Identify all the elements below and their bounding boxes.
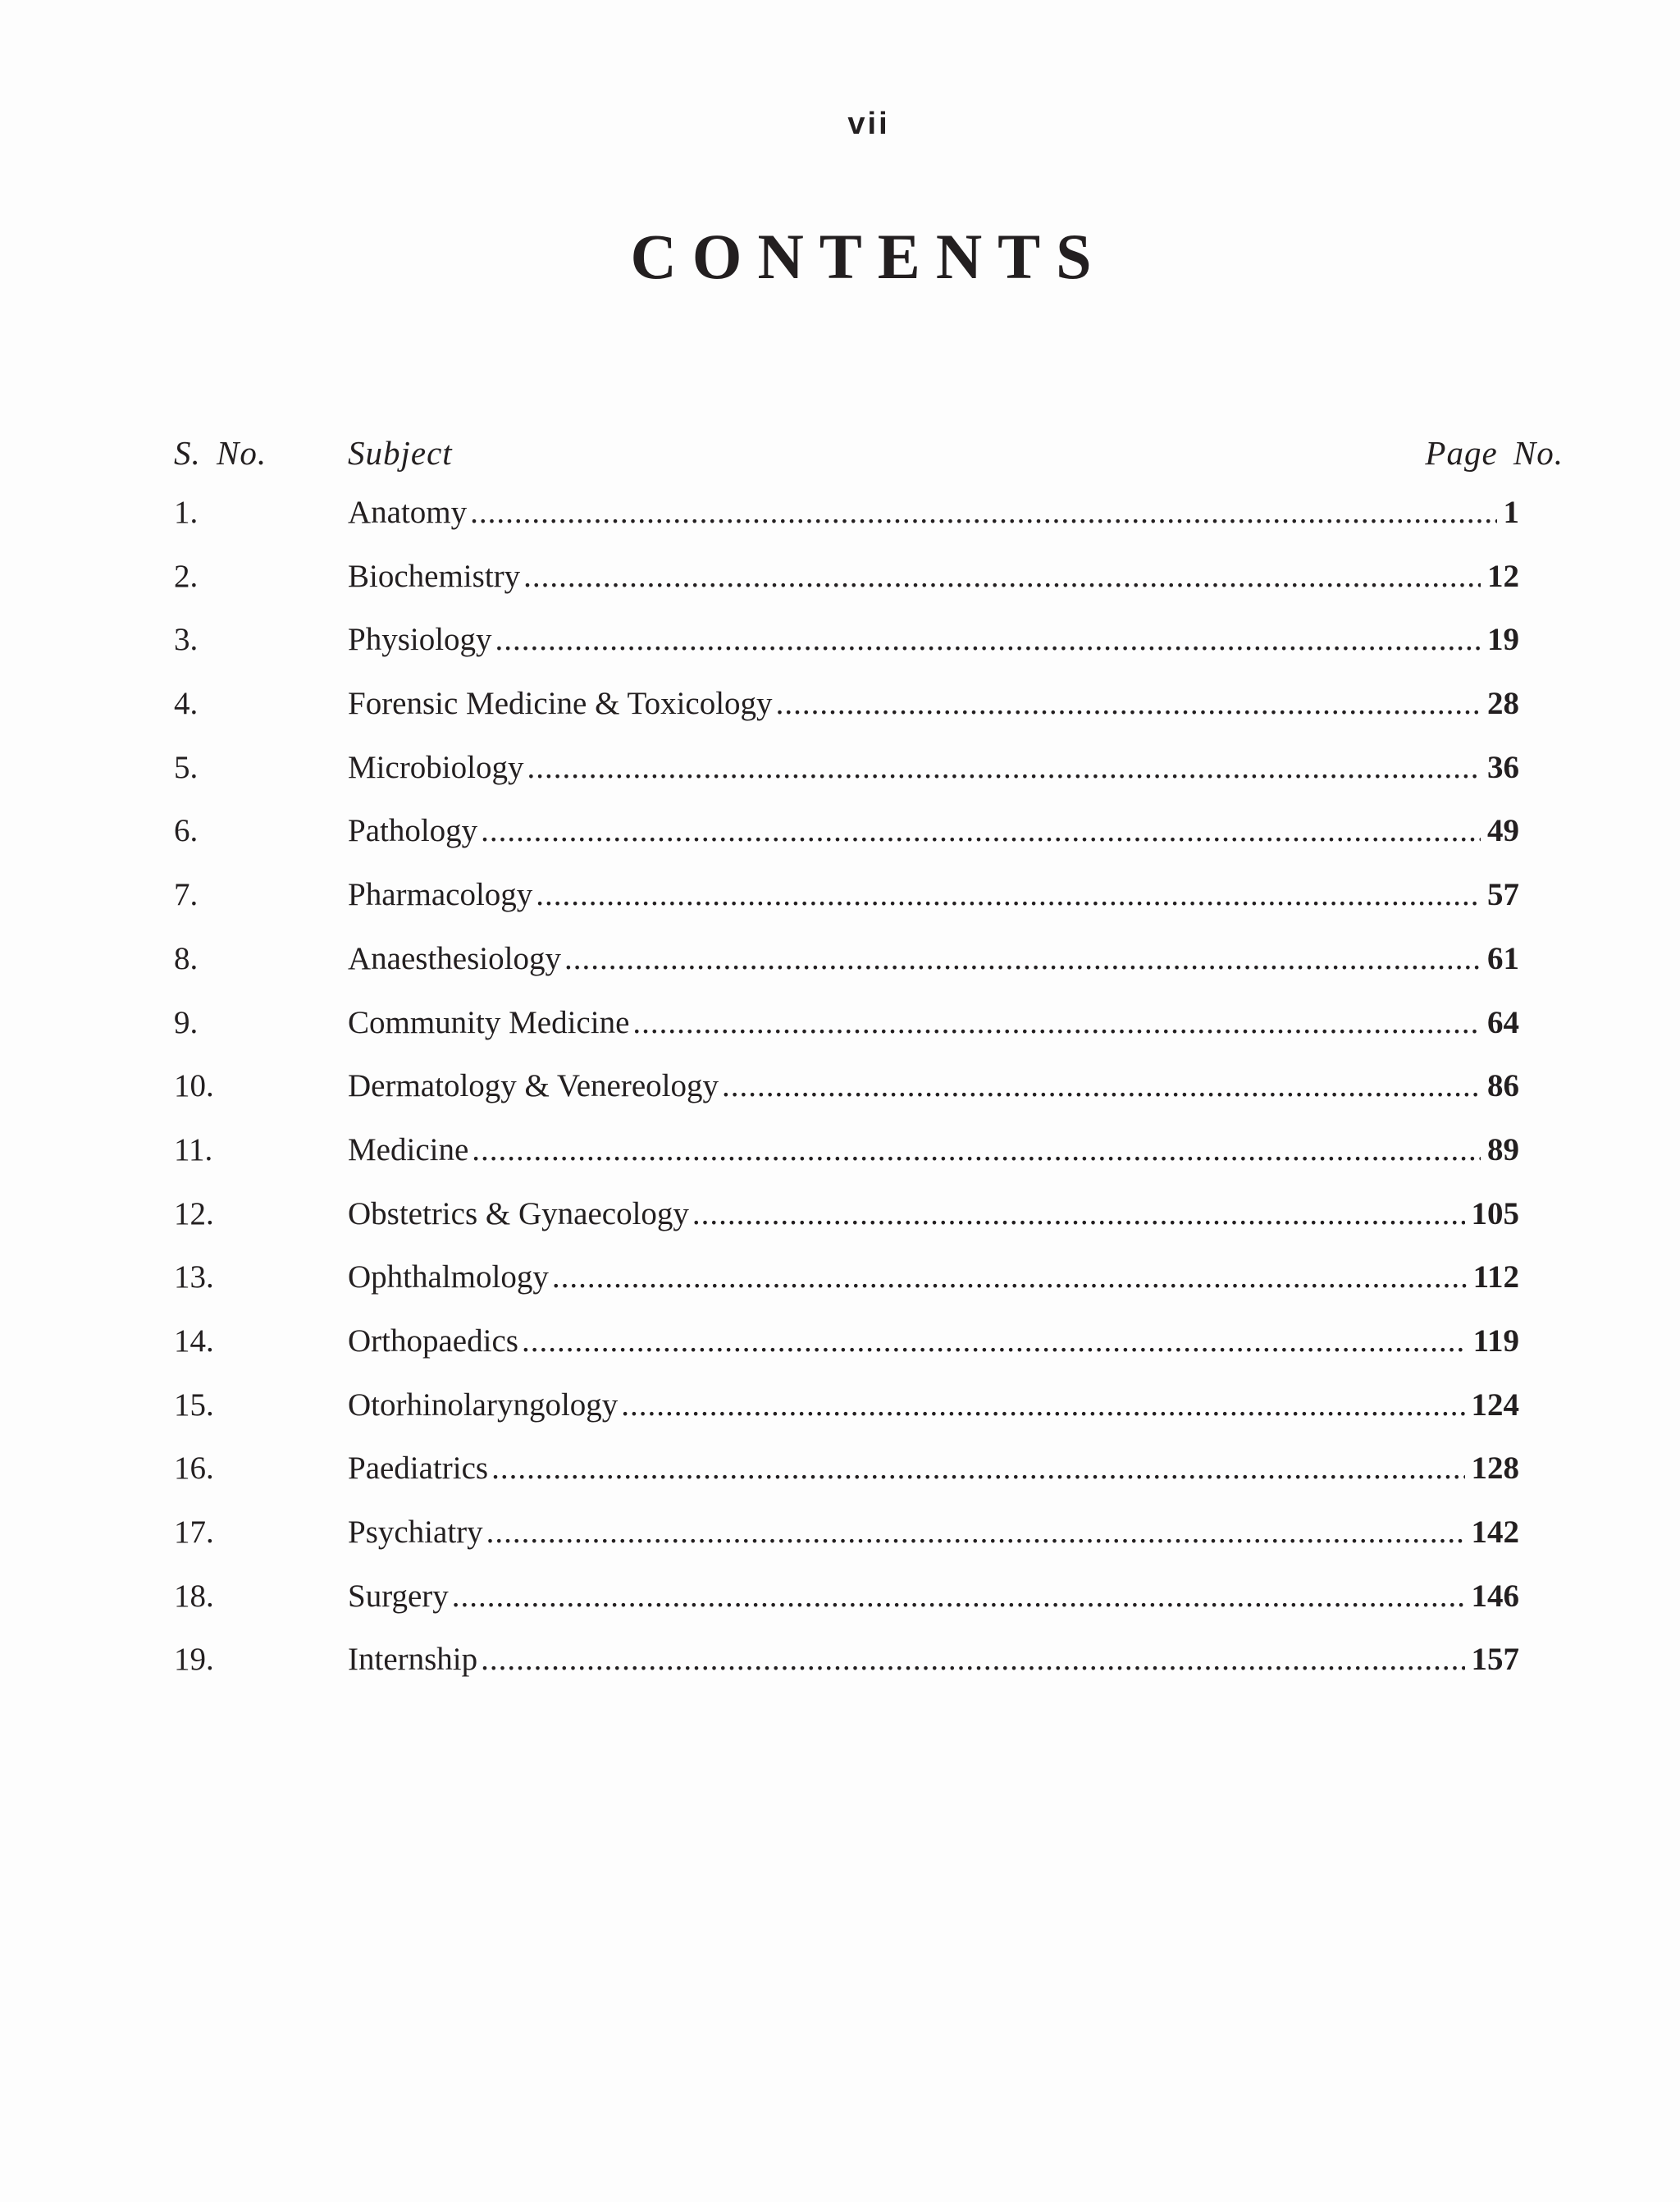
toc-entry-subject: Otorhinolaryngology	[348, 1387, 619, 1423]
dot-leader	[692, 1190, 1465, 1239]
toc-entry-subject: Forensic Medicine & Toxicology	[348, 686, 773, 722]
toc-entry-number: 14.	[174, 1323, 214, 1359]
dot-leader	[552, 1253, 1467, 1302]
toc-entry-subject: Medicine	[348, 1131, 469, 1167]
toc-entry[interactable]	[174, 488, 1519, 552]
toc-entry-page: 49	[1487, 813, 1519, 849]
toc-entry-page: 19	[1487, 622, 1519, 658]
toc-entry-number: 8.	[174, 940, 199, 976]
dot-leader	[491, 1444, 1464, 1493]
dot-leader	[722, 1062, 1481, 1111]
toc-entry-subject: Pharmacology	[348, 877, 533, 913]
toc-entry-subject: Dermatology & Venereology	[348, 1068, 719, 1104]
toc-entry[interactable]	[174, 806, 1519, 870]
toc-entry-number: 10.	[174, 1068, 214, 1104]
dot-leader	[472, 1126, 1481, 1175]
toc-entry-subject: Community Medicine	[348, 1004, 630, 1040]
dot-leader	[522, 1317, 1467, 1366]
toc-entry-page: 142	[1471, 1514, 1519, 1550]
toc-entry[interactable]	[174, 1635, 1519, 1699]
table-of-contents	[174, 488, 1519, 1699]
toc-entry-subject: Microbiology	[348, 749, 524, 785]
dot-leader	[481, 806, 1481, 856]
dot-leader	[564, 934, 1481, 984]
toc-entry-subject: Physiology	[348, 622, 492, 658]
toc-entry-number: 19.	[174, 1642, 214, 1678]
toc-entry-number: 5.	[174, 749, 199, 785]
toc-entry-page: 112	[1472, 1259, 1519, 1295]
dot-leader	[495, 615, 1481, 665]
dot-leader	[527, 743, 1481, 793]
toc-entry-page: 119	[1472, 1323, 1519, 1359]
toc-header	[174, 433, 1564, 479]
toc-entry[interactable]	[174, 615, 1519, 679]
toc-entry-page: 57	[1487, 877, 1519, 913]
header-serial-number: S. No.	[174, 434, 267, 472]
dot-leader	[452, 1572, 1465, 1621]
toc-entry-number: 12.	[174, 1195, 214, 1231]
toc-entry[interactable]	[174, 934, 1519, 998]
page-title: CONTENTS	[630, 221, 1107, 292]
dot-leader	[621, 1381, 1464, 1430]
toc-entry-subject: Pathology	[348, 813, 478, 849]
header-page-number: Page No.	[1425, 434, 1564, 472]
toc-entry-number: 13.	[174, 1259, 214, 1295]
toc-entry-number: 11.	[174, 1131, 213, 1167]
toc-entry[interactable]	[174, 1572, 1519, 1636]
toc-entry-page: 12	[1487, 558, 1519, 594]
toc-entry[interactable]	[174, 998, 1519, 1062]
page-folio: vii	[847, 107, 890, 141]
toc-entry-number: 7.	[174, 877, 199, 913]
toc-entry-number: 18.	[174, 1578, 214, 1614]
toc-entry-page: 61	[1487, 940, 1519, 976]
toc-entry-subject: Anatomy	[348, 495, 468, 530]
toc-entry[interactable]	[174, 1062, 1519, 1126]
toc-entry[interactable]	[174, 870, 1519, 934]
toc-entry[interactable]	[174, 1253, 1519, 1317]
toc-entry-page: 146	[1471, 1578, 1519, 1614]
toc-entry-page: 1	[1503, 495, 1519, 530]
toc-entry-number: 17.	[174, 1514, 214, 1550]
toc-entry[interactable]	[174, 1317, 1519, 1381]
toc-entry-number: 15.	[174, 1387, 214, 1423]
toc-entry-number: 2.	[174, 558, 199, 594]
toc-entry-subject: Biochemistry	[348, 558, 521, 594]
toc-entry[interactable]	[174, 743, 1519, 807]
toc-entry-subject: Surgery	[348, 1578, 449, 1614]
header-subject: Subject	[348, 434, 453, 472]
toc-entry[interactable]	[174, 552, 1519, 616]
toc-entry-page: 86	[1487, 1068, 1519, 1104]
toc-entry-page: 89	[1487, 1131, 1519, 1167]
toc-entry[interactable]	[174, 679, 1519, 743]
toc-entry-number: 16.	[174, 1450, 214, 1487]
toc-entry-number: 6.	[174, 813, 199, 849]
dot-leader	[536, 870, 1481, 920]
toc-entry[interactable]	[174, 1508, 1519, 1572]
dot-leader	[470, 488, 1496, 537]
toc-entry-subject: Internship	[348, 1642, 478, 1678]
toc-entry-number: 9.	[174, 1004, 199, 1040]
toc-entry-subject: Psychiatry	[348, 1514, 483, 1550]
toc-entry-number: 3.	[174, 622, 199, 658]
toc-entry-page: 128	[1471, 1450, 1519, 1487]
toc-entry-page: 36	[1487, 749, 1519, 785]
toc-entry[interactable]	[174, 1444, 1519, 1508]
dot-leader	[481, 1635, 1464, 1684]
toc-entry[interactable]	[174, 1381, 1519, 1445]
dot-leader	[486, 1508, 1465, 1557]
toc-entry-subject: Paediatrics	[348, 1450, 489, 1487]
toc-entry-subject: Ophthalmology	[348, 1259, 549, 1295]
toc-entry-subject: Orthopaedics	[348, 1323, 518, 1359]
toc-entry-number: 4.	[174, 686, 199, 722]
toc-entry-number: 1.	[174, 495, 199, 530]
toc-entry[interactable]	[174, 1190, 1519, 1254]
toc-entry-subject: Obstetrics & Gynaecology	[348, 1195, 689, 1231]
toc-entry-page: 64	[1487, 1004, 1519, 1040]
toc-entry-page: 105	[1471, 1195, 1519, 1231]
dot-leader	[776, 679, 1481, 729]
toc-entry[interactable]	[174, 1126, 1519, 1190]
toc-entry-page: 157	[1471, 1642, 1519, 1678]
toc-entry-subject: Anaesthesiology	[348, 940, 561, 976]
dot-leader	[632, 998, 1481, 1048]
toc-entry-page: 124	[1471, 1387, 1519, 1423]
dot-leader	[523, 552, 1481, 601]
toc-entry-page: 28	[1487, 686, 1519, 722]
